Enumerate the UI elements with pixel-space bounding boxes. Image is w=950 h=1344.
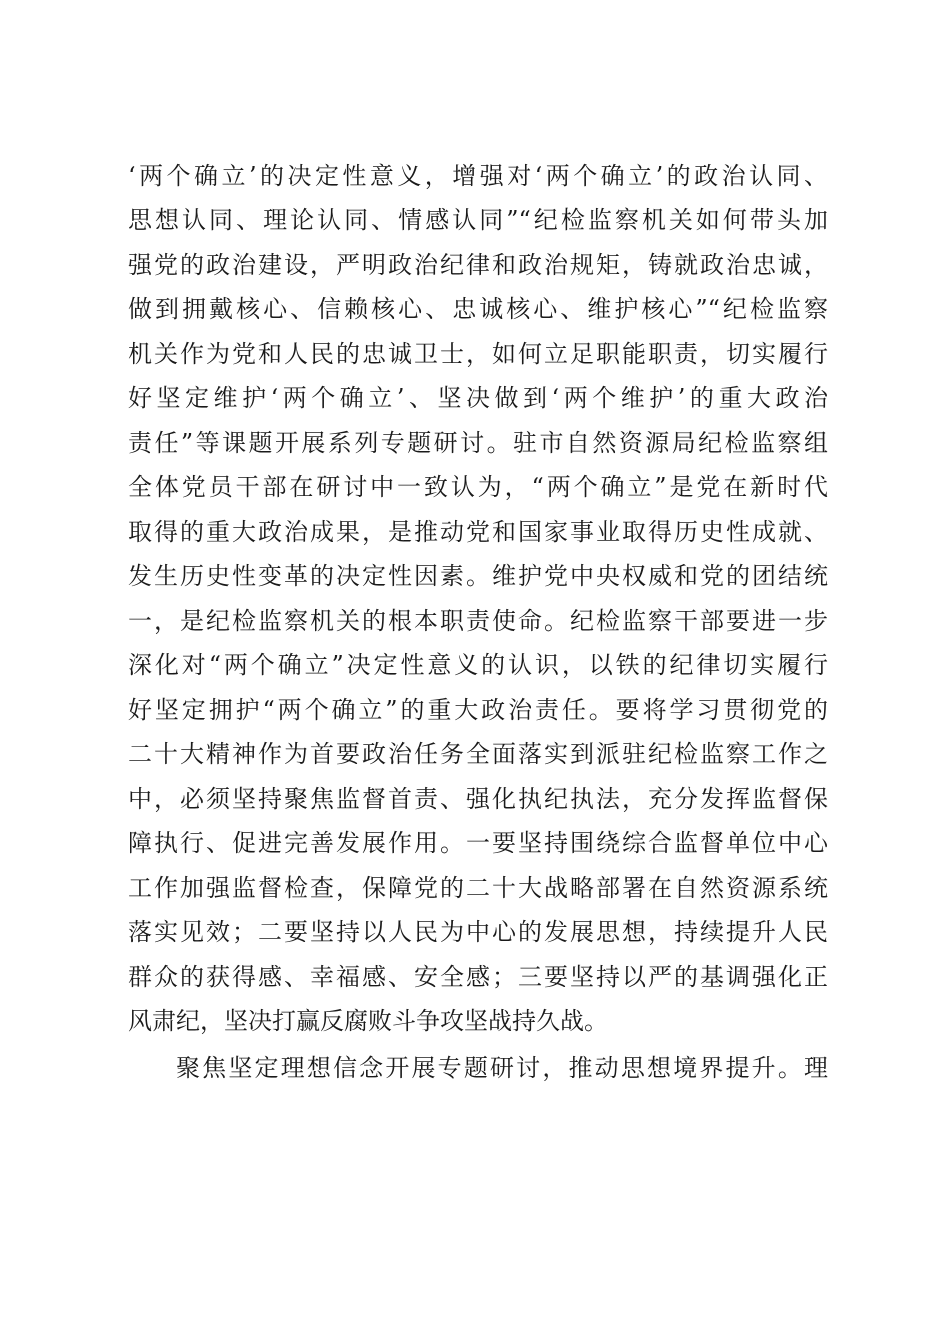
- text-line: 落实见效；二要坚持以人民为中心的发展思想，持续提升人民: [128, 918, 828, 946]
- text-line: 二十大精神作为首要政治任务全面落实到派驻纪检监察工作之: [128, 740, 828, 768]
- text-line: 障执行、促进完善发展作用。一要坚持围绕综合监督单位中心: [128, 829, 828, 857]
- text-line: 做到拥戴核心、信赖核心、忠诚核心、维护核心”“纪检监察: [128, 295, 828, 323]
- text-line: 中，必须坚持聚焦监督首责、强化执纪执法，充分发挥监督保: [128, 785, 828, 813]
- text-line: 群众的获得感、幸福感、安全感；三要坚持以严的基调强化正: [128, 963, 828, 991]
- paragraph-heading-line: 聚焦坚定理想信念开展专题研讨，推动思想境界提升。理: [176, 1054, 828, 1082]
- text-line: 取得的重大政治成果，是推动党和国家事业取得历史性成就、: [128, 518, 828, 546]
- text-line: 风肃纪，坚决打赢反腐败斗争攻坚战持久战。: [128, 1007, 608, 1035]
- text-line: ‘两个确立’的决定性意义，增强对‘两个确立’的政治认同、: [128, 162, 828, 190]
- text-line: 发生历史性变革的决定性因素。维护党中央权威和党的团结统: [128, 562, 828, 590]
- text-line: 思想认同、理论认同、情感认同”“纪检监察机关如何带头加: [128, 206, 828, 234]
- text-line: 责任”等课题开展系列专题研讨。驻市自然资源局纪检监察组: [128, 429, 828, 457]
- text-line: 强党的政治建设，严明政治纪律和政治规矩，铸就政治忠诚，: [128, 251, 828, 279]
- text-line: 深化对“两个确立”决定性意义的认识，以铁的纪律切实履行: [128, 651, 828, 679]
- text-line: 工作加强监督检查，保障党的二十大战略部署在自然资源系统: [128, 874, 828, 902]
- text-line: 全体党员干部在研讨中一致认为，“两个确立”是党在新时代: [128, 473, 828, 501]
- text-line: 好坚定维护‘两个确立’、坚决做到‘两个维护’的重大政治: [128, 384, 828, 412]
- text-line: 好坚定拥护“两个确立”的重大政治责任。要将学习贯彻党的: [128, 696, 828, 724]
- text-line: 一，是纪检监察机关的根本职责使命。纪检监察干部要进一步: [128, 607, 828, 635]
- text-line: 机关作为党和人民的忠诚卫士，如何立足职能职责，切实履行: [128, 340, 828, 368]
